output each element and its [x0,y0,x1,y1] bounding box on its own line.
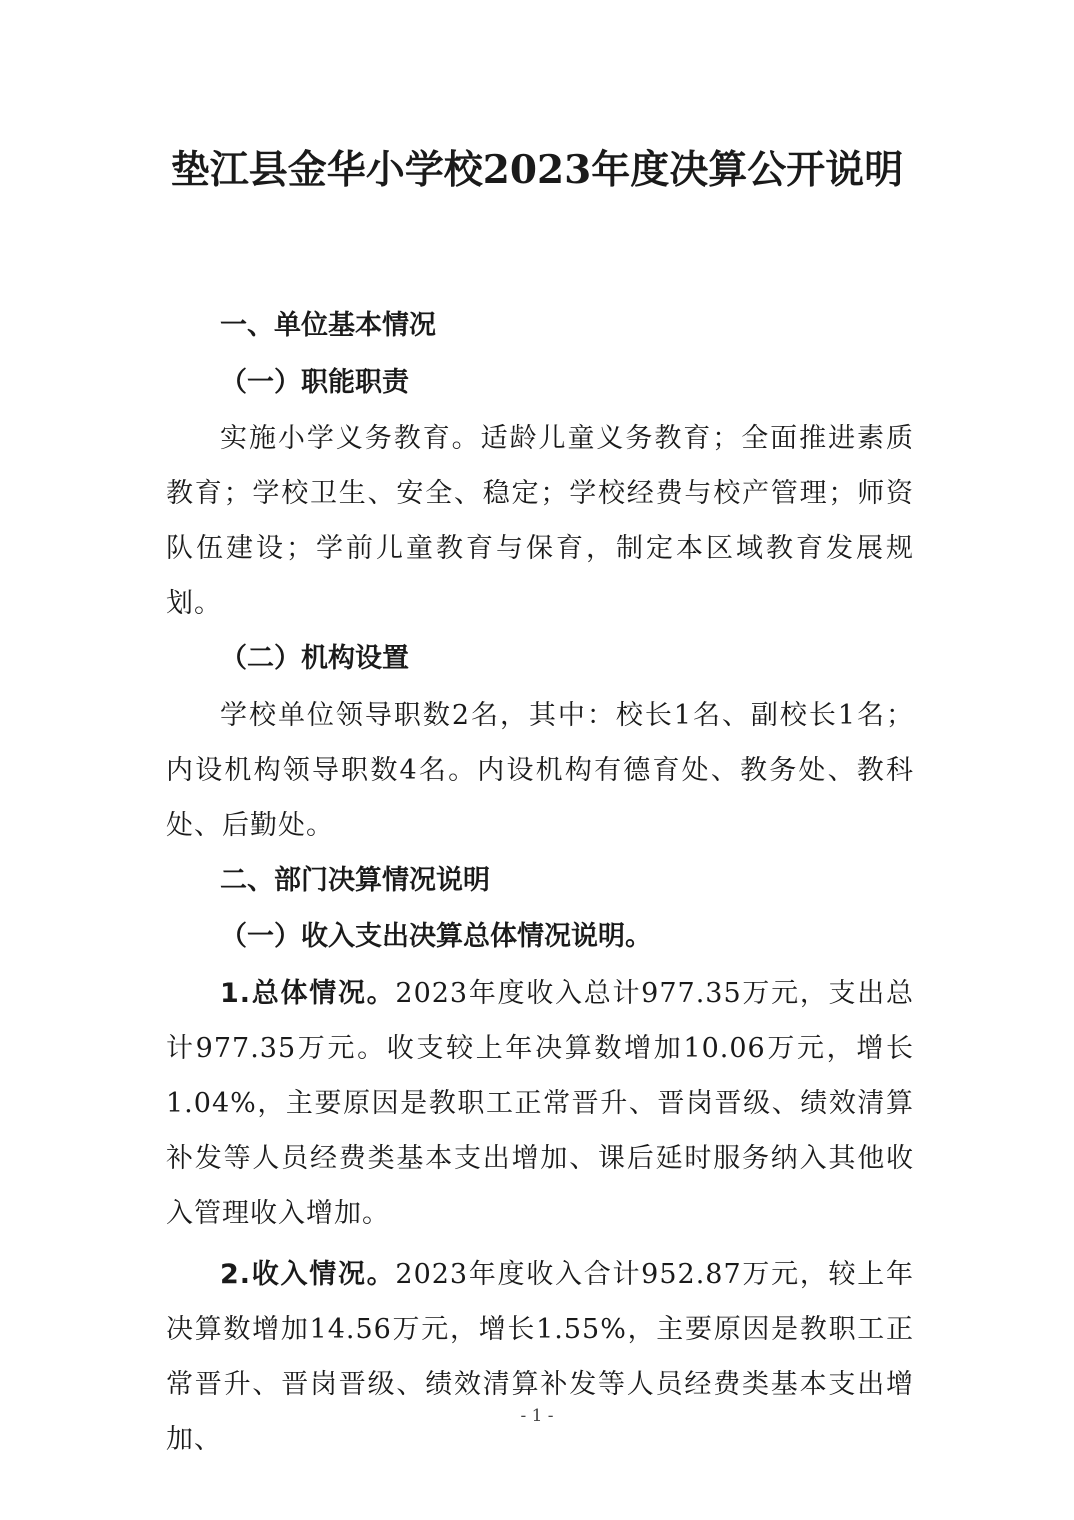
paragraph-overall-text: 2023年度收入总计977.35万元，支出总计977.35万元。收支较上年决算数增加10.06万元，增长1.04%，主要原因是教职工正常晋升、晋岗晋级、绩效清算补发等人员经费类基本支出增加、课后延时服务纳入其他收入管理收入增加。 [166,977,914,1229]
paragraph-income-text: 2023年度收入合计952.87万元，较上年决算数增加14.56万元，增长1.55%，主要原因是教职工正常晋升、晋岗晋级、绩效清算补发等人员经费类基本支出增加、 [166,1258,914,1455]
paragraph-income [166,1247,914,1467]
section-heading-budget-explanation: 二、部门决算情况说明 [220,864,490,896]
paragraph-overall [166,966,914,1241]
page-number: - 1 - [520,1406,554,1426]
paragraph-organization: 学校单位领导职数2名，其中：校长1名、副校长1名；内设机构领导职数4名。内设机构有德育处、教务处、教科处、后勤处。 [166,699,914,841]
subsection-heading-income-expense: （一）收入支出决算总体情况说明。 [220,921,652,952]
document-body [166,298,914,1467]
subsection-heading-functions: （一）职能职责 [220,366,409,398]
paragraph-functions: 实施小学义务教育。适龄儿童义务教育；全面推进素质教育；学校卫生、安全、稳定；学校经费与校产管理；师资队伍建设；学前儿童教育与保育，制定本区域教育发展规划。 [166,423,914,619]
subsection-heading-organization: （二）机构设置 [220,643,409,674]
document-title: 垫江县金华小学校2023年度决算公开说明 [170,147,904,193]
section-heading-basic-info: 一、单位基本情况 [220,310,436,341]
paragraph-overall-lead: 1.总体情况。 [220,977,396,1009]
paragraph-income-lead: 2.收入情况。 [220,1258,396,1290]
